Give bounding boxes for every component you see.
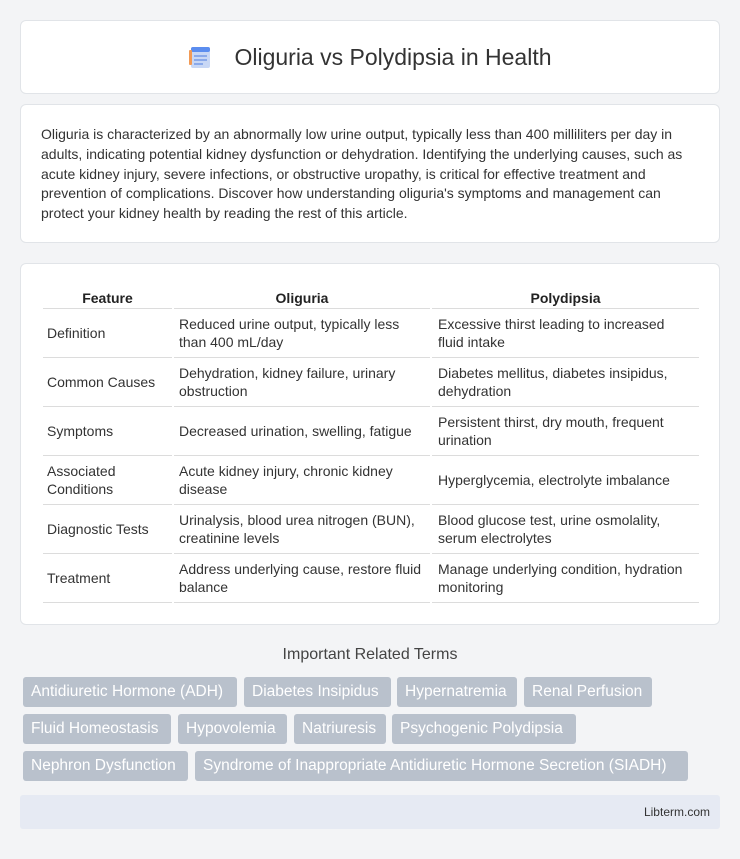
- feature-cell: Diagnostic Tests: [43, 504, 173, 553]
- intro-card: [20, 104, 720, 243]
- tag-hypernatremia[interactable]: Hypernatremia: [397, 677, 517, 707]
- polydipsia-cell: Hyperglycemia, electrolyte imbalance: [431, 455, 699, 504]
- table-row: [43, 357, 699, 406]
- document-icon: [188, 44, 214, 70]
- polydipsia-cell: Blood glucose test, urine osmolality, serum electrolytes: [431, 504, 699, 553]
- tag-natriuresis[interactable]: Natriuresis: [294, 714, 386, 744]
- feature-cell: Symptoms: [43, 406, 173, 455]
- oliguria-cell: Acute kidney injury, chronic kidney disease: [173, 455, 431, 504]
- tag-diabetes-insipidus[interactable]: Diabetes Insipidus: [244, 677, 391, 707]
- related-terms-heading: Important Related Terms: [282, 646, 458, 663]
- polydipsia-cell: Diabetes mellitus, diabetes insipidus, dehydration: [431, 357, 699, 406]
- feature-cell: Common Causes: [43, 357, 173, 406]
- comparison-table: [43, 284, 699, 603]
- oliguria-cell: Reduced urine output, typically less than 400 mL/day: [173, 308, 431, 357]
- tag-siadh[interactable]: Syndrome of Inappropriate Antidiuretic Hormone Secretion (SIADH): [195, 751, 688, 781]
- header-oliguria: Oliguria: [173, 284, 431, 308]
- footer-brand[interactable]: Libterm.com: [643, 805, 710, 819]
- feature-cell: Definition: [43, 308, 173, 357]
- polydipsia-cell: Persistent thirst, dry mouth, frequent urination: [431, 406, 699, 455]
- table-row: [43, 308, 699, 357]
- table-row: [43, 406, 699, 455]
- polydipsia-cell: Manage underlying condition, hydration monitoring: [431, 553, 699, 602]
- polydipsia-cell: Excessive thirst leading to increased fluid intake: [431, 308, 699, 357]
- header-feature: Feature: [43, 284, 173, 308]
- tag-nephron-dysfunction[interactable]: Nephron Dysfunction: [23, 751, 188, 781]
- header-polydipsia: Polydipsia: [431, 284, 699, 308]
- comparison-card: [20, 263, 720, 625]
- related-terms-section: [20, 646, 720, 664]
- footer: [20, 795, 720, 829]
- table-row: [43, 504, 699, 553]
- table-header-row: [43, 284, 699, 308]
- oliguria-cell: Decreased urination, swelling, fatigue: [173, 406, 431, 455]
- oliguria-cell: Address underlying cause, restore fluid balance: [173, 553, 431, 602]
- tag-hypovolemia[interactable]: Hypovolemia: [178, 714, 287, 744]
- table-row: [43, 455, 699, 504]
- title-card: [20, 20, 720, 94]
- intro-paragraph: Oliguria is characterized by an abnormally low urine output, typically less than 400 milliliters per day in adults, indicating potential kidney dysfunction or dehydration. Identifying the underlying causes, such as acute kidney injury, severe infections, or obstructive uropathy, is critical for effective treatment and prevention of complications. Discover how understanding oliguria's symptoms and management can protect your kidney health by reading the rest of this article.: [41, 126, 683, 222]
- feature-cell: Associated Conditions: [43, 455, 173, 504]
- oliguria-cell: Dehydration, kidney failure, urinary obstruction: [173, 357, 431, 406]
- tag-psychogenic-polydipsia[interactable]: Psychogenic Polydipsia: [392, 714, 576, 744]
- oliguria-cell: Urinalysis, blood urea nitrogen (BUN), creatinine levels: [173, 504, 431, 553]
- table-row: [43, 553, 699, 602]
- tag-antidiuretic-hormone[interactable]: Antidiuretic Hormone (ADH): [23, 677, 237, 707]
- page-title: Oliguria vs Polydipsia in Health: [234, 43, 552, 70]
- tag-renal-perfusion[interactable]: Renal Perfusion: [524, 677, 652, 707]
- tag-fluid-homeostasis[interactable]: Fluid Homeostasis: [23, 714, 171, 744]
- feature-cell: Treatment: [43, 553, 173, 602]
